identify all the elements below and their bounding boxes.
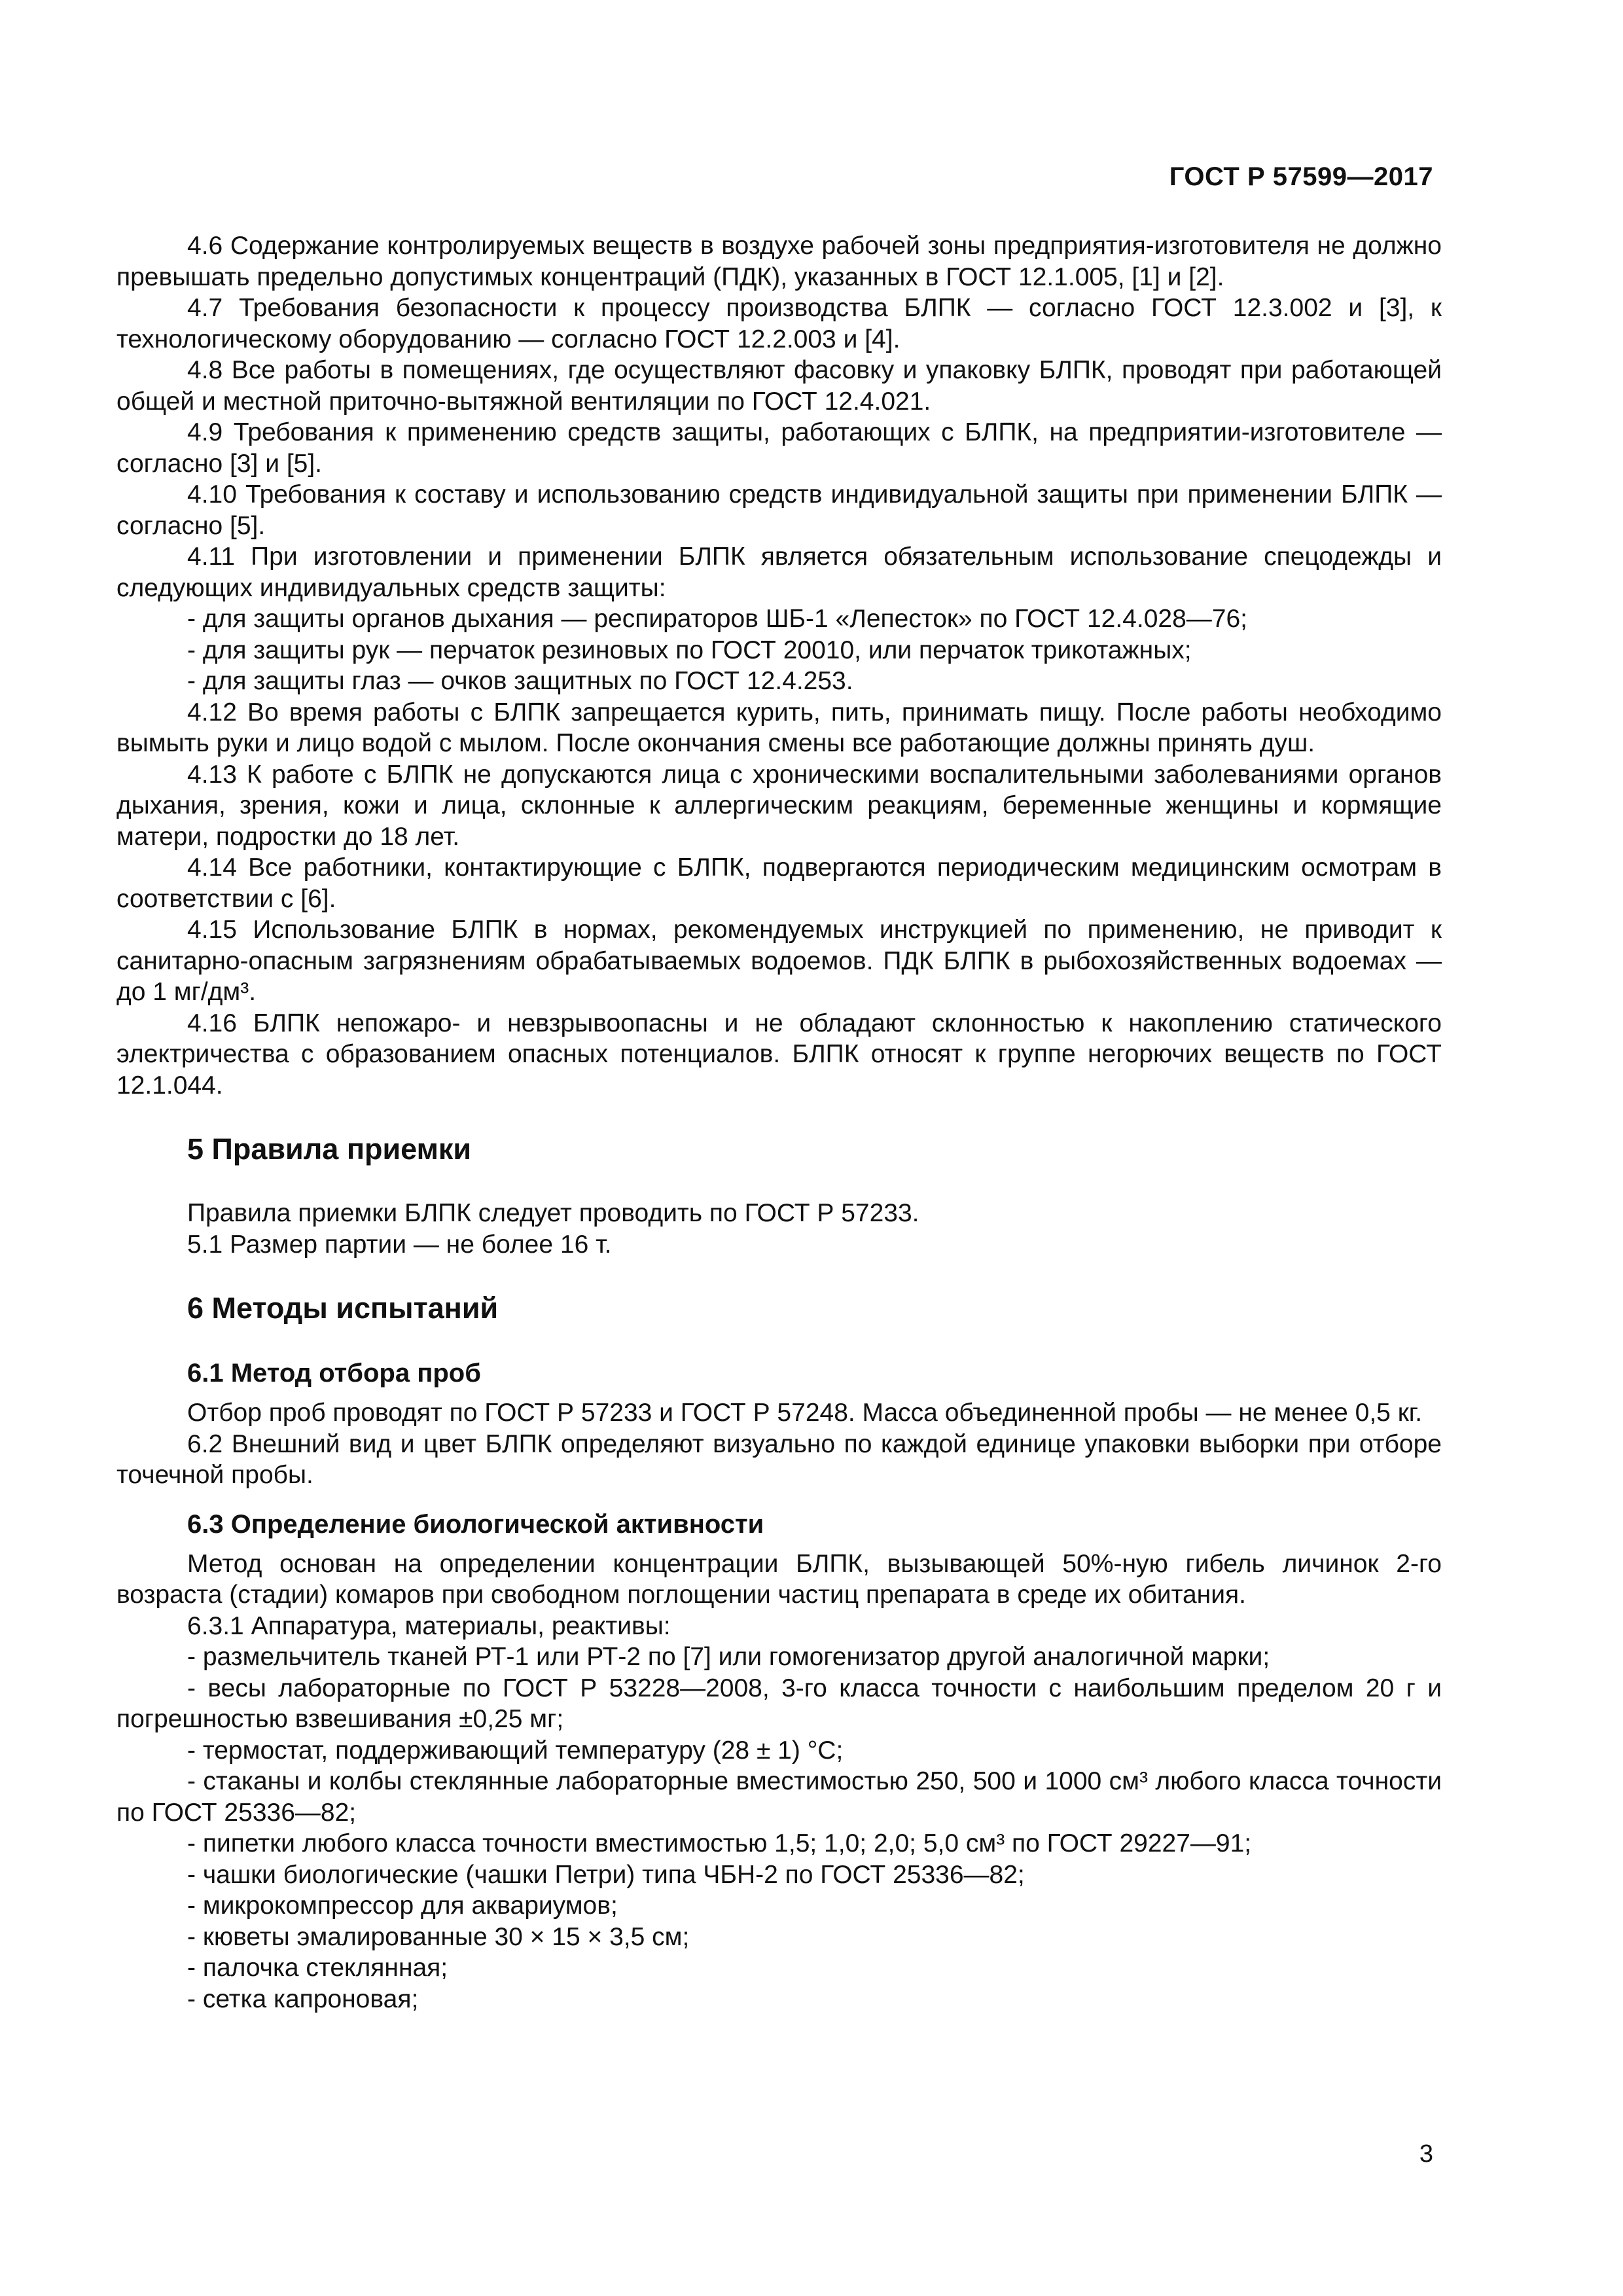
paragraph-4-9: 4.9 Требования к применению средств защиты, работающих с БЛПК, на предприятии-изготовителе — согласно [3] и [5]. (116, 418, 1442, 478)
list-item: - для защиты органов дыхания — респираторов ШБ-1 «Лепесток» по ГОСТ 12.4.028—76; (187, 605, 1247, 633)
list-item: - сетка капроновая; (187, 1984, 419, 2013)
paragraph-4-14: 4.14 Все работники, контактирующие с БЛПК, подвергаются периодическим медицинским осмотрам в соответствии с [6]. (116, 853, 1442, 913)
list-item: - весы лабораторные по ГОСТ Р 53228—2008, 3-го класса точности с наибольшим пределом 20 г и погрешностью взвешивания ±0,25 мг; (116, 1674, 1442, 1733)
list-item: - стаканы и колбы стеклянные лабораторные вместимостью 250, 500 и 1000 см³ любого класса точности по ГОСТ 25336—82; (116, 1767, 1442, 1827)
subsection-6-3-heading: 6.3 Определение биологической активности (187, 1509, 764, 1539)
paragraph-4-16: 4.16 БЛПК непожаро- и невзрывоопасны и не обладают склонностью к накоплению статического электричества с образованием опасных потенциалов. БЛПК относят к группе негорючих веществ по ГОСТ 12.1.044. (116, 1009, 1442, 1100)
paragraph-4-7: 4.7 Требования безопасности к процессу производства БЛПК — согласно ГОСТ 12.3.002 и [3], к технологическому оборудованию — согласно ГОСТ 12.2.003 и [4]. (116, 294, 1442, 353)
paragraph-6-3: Метод основан на определении концентрации БЛПК, вызывающей 50%-ную гибель личинок 2-го возраста (стадии) комаров при свободном поглощении частиц препарата в среде их обитания. (116, 1549, 1442, 1609)
paragraph-4-6: 4.6 Содержание контролируемых веществ в воздухе рабочей зоны предприятия-изготовителя не должно превышать предельно допустимых концентраций (ПДК), указанных в ГОСТ 12.1.005, [1] и [2]. (116, 232, 1442, 291)
page-body (116, 230, 1442, 2015)
list-item: - для защиты рук — перчаток резиновых по ГОСТ 20010, или перчаток трикотажных; (187, 636, 1192, 664)
paragraph-6-1: Отбор проб проводят по ГОСТ Р 57233 и ГОСТ Р 57248. Масса объединенной пробы — не менее 0,5 кг. (187, 1399, 1423, 1427)
page-number: 3 (1419, 2140, 1433, 2168)
paragraph-4-8: 4.8 Все работы в помещениях, где осуществляют фасовку и упаковку БЛПК, проводят при работающей общей и местной приточно-вытяжной вентиляции по ГОСТ 12.4.021. (116, 356, 1442, 416)
document-id: ГОСТ Р 57599—2017 (1169, 162, 1433, 191)
section-6-heading: 6 Методы испытаний (187, 1291, 499, 1325)
section-5-heading: 5 Правила приемки (187, 1132, 472, 1166)
list-item: - пипетки любого класса точности вместимостью 1,5; 1,0; 2,0; 5,0 см³ по ГОСТ 29227—91; (187, 1829, 1252, 1857)
paragraph-4-13: 4.13 К работе с БЛПК не допускаются лица с хроническими воспалительными заболеваниями органов дыхания, зрения, кожи и лица, склонные к аллергическим реакциям, беременные женщины и кормящие матери, подростки до 18 лет. (116, 760, 1442, 851)
paragraph-5-1: 5.1 Размер партии — не более 16 т. (187, 1230, 612, 1259)
paragraph-4-10: 4.10 Требования к составу и использованию средств индивидуальной защиты при применении БЛПК — согласно [5]. (116, 480, 1442, 540)
subsection-6-1-heading: 6.1 Метод отбора проб (187, 1359, 481, 1388)
paragraph-6-2: 6.2 Внешний вид и цвет БЛПК определяют визуально по каждой единице упаковки выборки при отборе точечной пробы. (116, 1429, 1442, 1489)
paragraph-4-12: 4.12 Во время работы с БЛПК запрещается курить, пить, принимать пищу. После работы необходимо вымыть руки и лицо водой с мылом. После окончания смены все работающие должны принять душ. (116, 698, 1442, 757)
paragraph-6-3-1: 6.3.1 Аппаратура, материалы, реактивы: (187, 1611, 671, 1640)
section-5-intro: Правила приемки БЛПК следует проводить по ГОСТ Р 57233. (187, 1199, 919, 1227)
list-item: - термостат, поддерживающий температуру (28 ± 1) °С; (187, 1736, 844, 1765)
paragraph-4-11: 4.11 При изготовлении и применении БЛПК является обязательным использование спецодежды и следующих индивидуальных средств защиты: (116, 543, 1442, 602)
list-item: - размельчитель тканей РТ-1 или РТ-2 по [7] или гомогенизатор другой аналогичной марки; (187, 1643, 1270, 1671)
list-item: - чашки биологические (чашки Петри) типа ЧБН-2 по ГОСТ 25336—82; (187, 1860, 1025, 1889)
list-item: - кюветы эмалированные 30 × 15 × 3,5 см; (187, 1922, 690, 1951)
list-item: - для защиты глаз — очков защитных по ГОСТ 12.4.253. (187, 667, 853, 695)
list-item: - микрокомпрессор для аквариумов; (187, 1892, 618, 1920)
list-item: - палочка стеклянная; (187, 1954, 448, 1982)
paragraph-4-15: 4.15 Использование БЛПК в нормах, рекомендуемых инструкцией по применению, не приводит к санитарно-опасным загрязнениям обрабатываемых водоемов. ПДК БЛПК в рыбохозяйственных водоемах — до 1 мг/дм³. (116, 916, 1442, 1006)
